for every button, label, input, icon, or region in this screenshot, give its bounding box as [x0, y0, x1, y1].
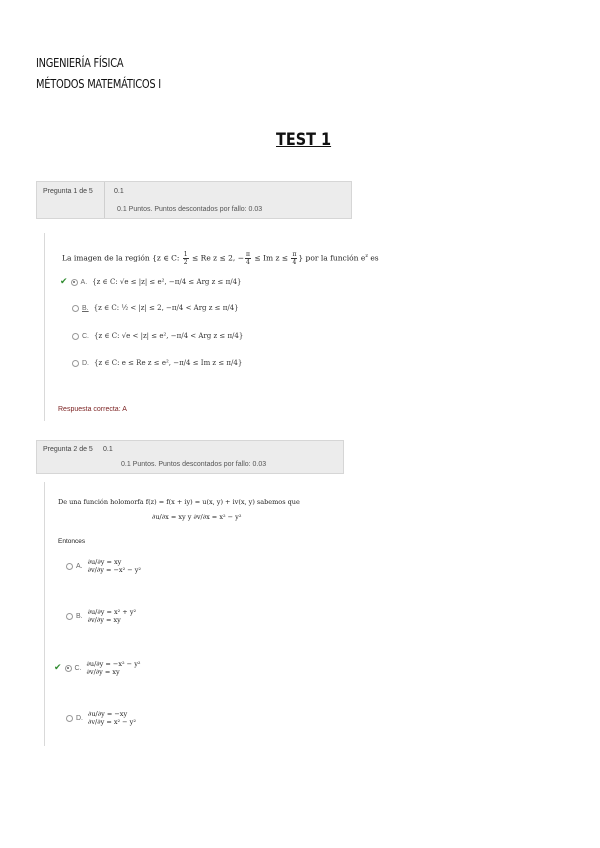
question-2-bar [36, 440, 344, 474]
q2-radio-b[interactable] [66, 613, 73, 620]
course-title: INGENIERÍA FÍSICA [36, 56, 124, 70]
q2-option-b[interactable] [66, 608, 136, 624]
question-2-body [44, 482, 45, 746]
option-b-text: {z ∈ C: ½ < |z| ≤ 2, −π/4 < Arg z ≤ π/4} [93, 304, 239, 312]
question-2-given [152, 513, 241, 521]
q2-option-c[interactable] [54, 660, 140, 676]
radio-c[interactable] [72, 333, 79, 340]
option-c-letter: C. [82, 332, 89, 340]
q2-radio-d[interactable] [66, 715, 73, 722]
question-1-bar [36, 181, 352, 219]
question-2-code: 0.1 [103, 446, 113, 453]
option-c-text: {z ∈ C: √e < |z| ≤ e², −π/4 < Arg z ≤ π/4} [94, 332, 244, 340]
q2-option-d-eq1: ∂u/∂y = −xy [88, 710, 128, 718]
option-d-text: {z ∈ C: e ≤ Re z ≤ e², −π/4 ≤ Im z ≤ π/4} [94, 359, 243, 367]
check-icon: ✔ [54, 663, 62, 673]
given-equations: ∂u/∂x = xy y ∂v/∂x = x² − y² [152, 513, 242, 521]
q2-option-b-letter: B. [76, 612, 83, 620]
q2-option-a-eq1: ∂u/∂y = xy [87, 558, 122, 566]
question-1-code: 0.1 [114, 188, 124, 195]
option-d-letter: D. [82, 359, 89, 367]
q2-option-b-eq2: ∂v/∂y = xy [87, 616, 121, 624]
q2-option-c-eq1: ∂u/∂y = −x² − y² [86, 660, 141, 668]
radio-d[interactable] [72, 360, 79, 367]
question-1-answer: Respuesta correcta: A [58, 406, 127, 413]
check-icon: ✔ [60, 277, 68, 287]
question-2-then: Entonces [58, 538, 86, 545]
subject-title: MÉTODOS MATEMÁTICOS I [36, 77, 161, 91]
radio-b[interactable] [72, 305, 79, 312]
option-b-letter: B. [82, 304, 89, 312]
q2-option-a-letter: A. [76, 562, 83, 570]
q2-option-b-eq1: ∂u/∂y = x² + y² [87, 608, 137, 616]
question-2-number: Pregunta 2 de 5 [43, 446, 93, 453]
test-title: TEST 1 [276, 130, 332, 150]
question-1-body [44, 233, 45, 421]
question-1-points: 0.1 Puntos. Puntos descontados por fallo: 0.03 [117, 206, 263, 213]
question-2-points: 0.1 Puntos. Puntos descontados por fallo: 0.03 [121, 461, 267, 468]
radio-a[interactable] [71, 279, 78, 286]
q2-option-a[interactable] [66, 558, 141, 574]
q2-option-a-eq2: ∂v/∂y = −x² − y² [87, 566, 142, 574]
option-a-letter: A. [80, 278, 88, 286]
q2-option-c-eq2: ∂v/∂y = xy [86, 668, 120, 676]
question-2-statement: De una función holomorfa f(z) = f(x + iy) = u(x, y) + iv(x, y) sabemos que [58, 498, 300, 506]
option-b[interactable] [72, 304, 239, 312]
q2-option-d-letter: D. [76, 714, 83, 722]
q2-option-d-eq2: ∂v/∂y = x² − y² [88, 718, 136, 726]
question-1-statement: La imagen de la región {z ∈ C: $\frac{1}{2}$ ≤ Re z ≤ 2, − $\frac{\pi}{4}$ ≤ Im z ≤ $\frac{\pi}{4}$ } por la función $e^z$ es [62, 251, 379, 266]
option-d[interactable] [72, 359, 242, 367]
q2-option-c-letter: C. [74, 664, 82, 672]
option-a-text: {z ∈ C: √e ≤ |z| ≤ e², −π/4 ≤ Arg z ≤ π/4} [92, 278, 242, 286]
q2-radio-a[interactable] [66, 563, 73, 570]
option-c[interactable] [72, 332, 243, 340]
divider [104, 182, 105, 218]
q2-radio-c[interactable] [65, 665, 72, 672]
question-1-number: Pregunta 1 de 5 [43, 188, 93, 195]
q2-option-d[interactable] [66, 710, 136, 726]
option-a[interactable] [60, 277, 242, 287]
